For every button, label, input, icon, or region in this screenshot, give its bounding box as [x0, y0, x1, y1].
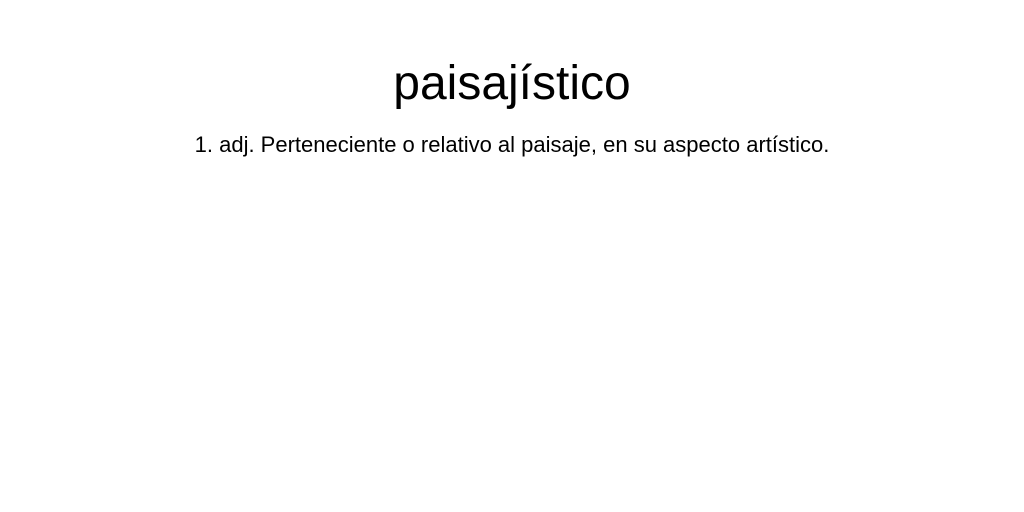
headword: paisajístico: [393, 57, 631, 110]
definition-1: 1. adj. Perteneciente o relativo al paisaje, en su aspecto artístico.: [194, 132, 830, 157]
